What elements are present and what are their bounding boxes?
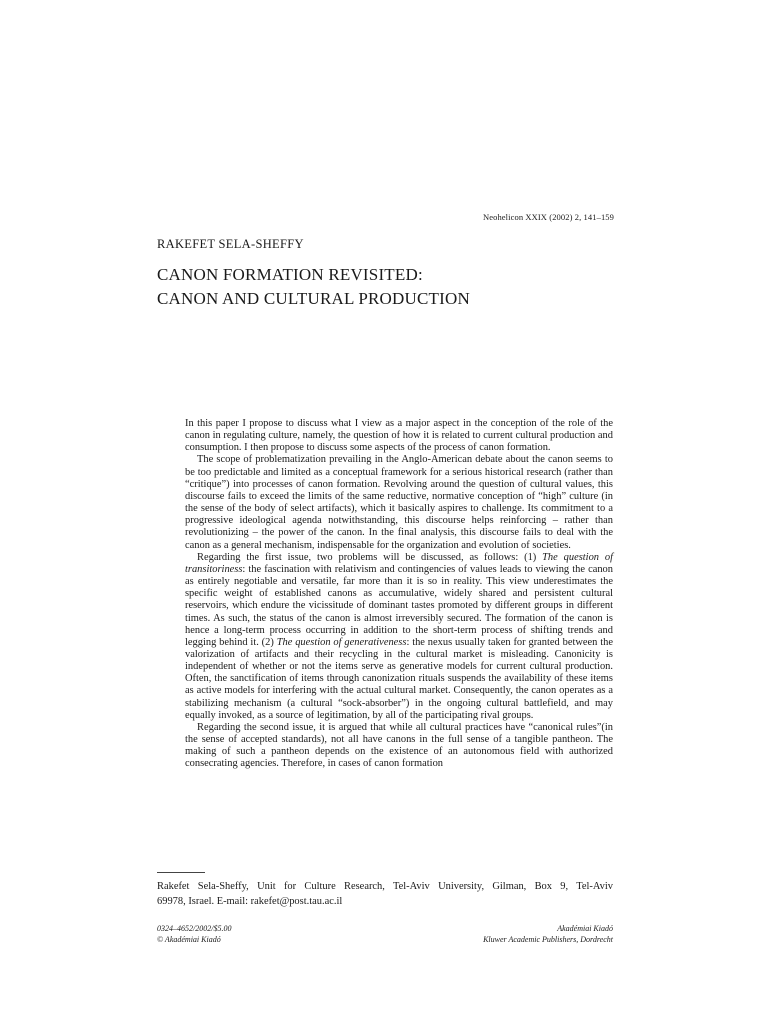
abstract-paragraph-2: The scope of problematization prevailing in the Anglo-American debate about the canon seems to be too predictable and limited as a conceptual framework for a serious historical research (rather than “critique”) into processes of canon formation. Revolving around the question of cultural values, this discourse fails to exceed the limits of the same reductive, normative conception of “high” culture (in the sense of the body of select artifacts), which it basically aspires to challenge. Its commitment to a progressive ideological agenda notwithstanding, this discourse helps reinforcing – rather than revolutionizing – the power of the canon. In the final analysis, this discourse fails to deal with the canon as a general mechanism, indispensable for the organization and evolution of societies.: [185, 454, 613, 551]
author-affiliation: [157, 880, 613, 909]
abstract-paragraph-4: Regarding the second issue, it is argued that while all cultural practices have “canonical rules”(in the sense of accepted standards), not all have canons in the full sense of a tangible pantheon. The making of such a pantheon depends on the existence of an autonomous field with authorized consecrating agencies. Therefore, in cases of canon formation: [185, 721, 613, 770]
publisher-1: Akadémiai Kiadó: [557, 924, 613, 933]
abstract-paragraph-3: [185, 552, 613, 722]
copyright: © Akadémiai Kiadó: [157, 935, 221, 944]
issn-price: 0324–4652/2002/$5.00: [157, 924, 232, 933]
affiliation-line-2: 69978, Israel. E-mail: rakefet@post.tau.ac.il: [157, 895, 343, 907]
term-generativeness: The question of generativeness: [276, 636, 407, 648]
title-line-2: CANON AND CULTURAL PRODUCTION: [157, 289, 470, 308]
publisher-2: Kluwer Academic Publishers, Dordrecht: [483, 935, 613, 944]
journal-citation: Neohelicon XXIX (2002) 2, 141–159: [482, 212, 614, 222]
footer-left: [157, 923, 231, 945]
p3-end: : the nexus usually taken for granted between the valorization of artifacts and their recycling in the cultural market is misleading. Canonicity is independent of whether or not the items serve as generative models for current cultural production. Often, the sanctification of items through canonization rituals suspends the availability of these items as active models for interfering with the actual cultural market. Consequently, the canon operates as a stabilizing mechanism (a cultural “sock-absorber”) in the ongoing cultural battlefield, and may equally invoked, as a source of legitimation, by all of the participating rival groups.: [185, 636, 614, 721]
p3-intro: Regarding the first issue, two problems will be discussed, as follows: (1): [197, 551, 543, 563]
affiliation-line-1: Rakefet Sela-Sheffy, Unit for Culture Research, Tel-Aviv University, Gilman, Box 9, Tel-Aviv: [157, 881, 613, 892]
p3-middle: : the fascination with relativism and contingencies of values leads to viewing the canon as entirely negotiable and versatile, far more than it is so in reality. This view underestimates the specific weight of established canons as accumulative, widely shared and persistent cultural reservoirs, which endure the vicissitude of dominant tastes promoted by different groups in different times. As such, the status of the canon is almost irreversibly secured. The formation of the canon is hence a long-term process occurring in addition to the short-term process of shifting trends and legging behind it. (2): [185, 563, 613, 648]
article-title: [157, 263, 470, 311]
term-transitoriness: The question of transitoriness: [185, 551, 613, 575]
footer-right: [483, 923, 613, 945]
title-line-1: CANON FORMATION REVISITED:: [157, 265, 423, 284]
author-name: RAKEFET SELA-SHEFFY: [157, 237, 304, 251]
abstract-paragraph-1: In this paper I propose to discuss what I view as a major aspect in the conception of the role of the canon in regulating culture, namely, the question of how it is related to current cultural production and consumption. I then propose to discuss some aspects of the process of canon formation.: [185, 418, 613, 454]
abstract: [185, 418, 613, 771]
footnote-divider: [157, 872, 205, 873]
